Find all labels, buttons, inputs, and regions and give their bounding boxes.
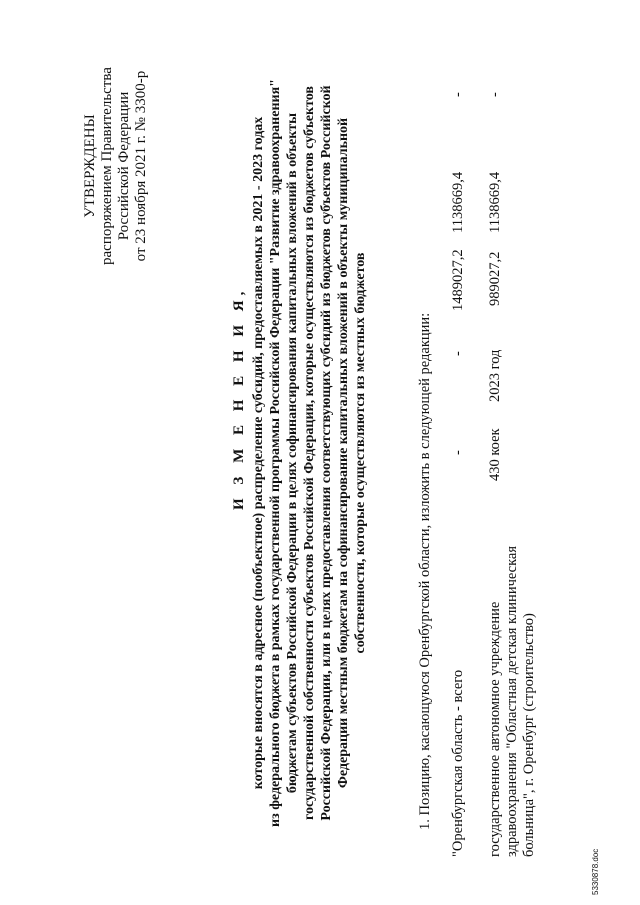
approval-stamp [82, 67, 150, 265]
row-2-name-line: здравоохранения "Областная детская клиническая [504, 545, 520, 857]
row-2-capacity: 430 коек [487, 428, 503, 481]
subtitle-line: Федерации местным бюджетам на софинансирование капитальных вложений в объекты муниципальной [336, 117, 351, 789]
row-1-value-1: 1489027,2 [450, 249, 466, 311]
row-1-capacity: - [450, 450, 466, 455]
approval-line: Российской Федерации [116, 91, 132, 241]
approval-line: от 23 ноября 2021 г. № 3300-р [133, 70, 149, 262]
row-2-name [487, 546, 538, 857]
document-heading: И З М Е Н Е Н И Я, [231, 286, 247, 510]
row-1-year: - [450, 351, 466, 356]
file-code: 5330878.doc [591, 848, 600, 895]
subtitle-line: которые вносятся в адресное (пообъектное) распределение субсидий, предоставляемых в 2021 - 2023 годах [251, 116, 266, 790]
subtitle-line: Российской Федерации, или в целях предоставления соответствующих субсидий из бюджетов субъектов Российской [319, 85, 334, 821]
row-2-year: 2023 год [487, 349, 503, 402]
approval-title: УТВЕРЖДЕНЫ [82, 114, 98, 218]
item-1-instruction: 1. Позицию, касающуюся Оренбургской области, изложить в следующей редакции: [417, 312, 433, 830]
row-1-value-3: - [450, 92, 466, 97]
row-2-name-line: больница", г. Оренбург (строительство) [521, 613, 537, 857]
row-2-value-3: - [487, 92, 503, 97]
row-2-name-line: государственное автономное учреждение [487, 601, 503, 857]
row-2-value-1: 989027,2 [487, 251, 503, 306]
row-1-name: "Оренбургская область - всего [450, 669, 466, 857]
subtitle-line: собственности, которые осуществляются из местных бюджетов [353, 252, 368, 654]
approval-line: распоряжением Правительства [99, 67, 115, 265]
row-1-value-2: 1138669,4 [450, 171, 466, 233]
document-subtitle [250, 13, 369, 893]
subtitle-line: из федерального бюджета в рамках государственной программы Российской Федерации "Развитие здравоохранения" [268, 79, 283, 827]
subtitle-line: государственной собственности субъектов Российской Федерации, которые осуществляются из бюджетов субъектов [302, 86, 317, 820]
row-2-value-2: 1138669,4 [487, 171, 503, 233]
subtitle-line: бюджетам субъектов Российской Федерации в целях софинансирования капитальных вложений в объекты [285, 112, 300, 794]
